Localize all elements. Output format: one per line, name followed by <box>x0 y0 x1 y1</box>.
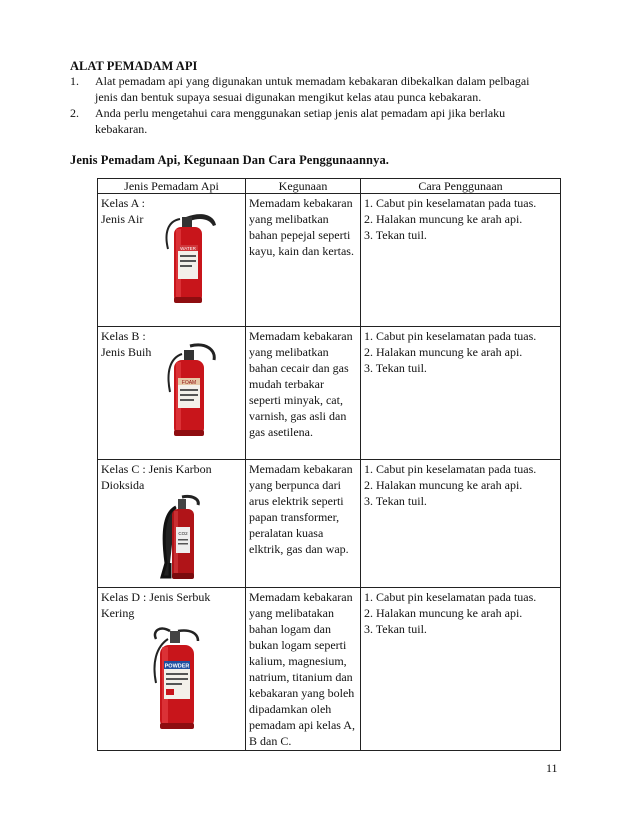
list-item-number: 1. <box>70 74 79 88</box>
step-item: 1. Cabut pin keselamatan pada tuas. <box>364 590 537 604</box>
step-item: 1. Cabut pin keselamatan pada tuas. <box>364 196 537 210</box>
powder-extinguisher-icon <box>142 623 212 733</box>
extinguisher-label: FOAM <box>181 380 196 386</box>
table-row <box>98 460 561 588</box>
steps-cell <box>361 460 561 588</box>
step-item: 2. Halakan muncung ke arah api. <box>364 345 523 359</box>
usage-cell: Memadam kebakaran yang melibatakan bahan logam dan bukan logam seperti kalium, magnesium, natrium, titanium dan kebakaran yang boleh dipadamkan oleh pemadam api kelas A, B dan C. <box>246 588 361 751</box>
step-item: 2. Halakan muncung ke arah api. <box>364 212 523 226</box>
usage-cell: Memadam kebakaran yang berpunca dari arus elektrik seperti papan transformer, peralatan kuasa elktrik, gas dan wap. <box>246 460 361 588</box>
step-item: 1. Cabut pin keselamatan pada tuas. <box>364 329 537 343</box>
list-item-text: Alat pemadam api yang digunakan untuk memadam kebakaran dibekalkan dalam pelbagai jenis dan bentuk supaya sesuai digunakan mengikut kelas atau punca kebakaran. <box>95 74 530 104</box>
table-row <box>98 588 561 751</box>
usage-cell: Memadam kebakaran yang melibatkan bahan cecair dan gas mudah terbakar seperti minyak, cat, varnish, gas asli dan gas asetilena. <box>246 327 361 460</box>
type-cell <box>98 327 246 460</box>
co2-extinguisher-icon <box>152 493 212 583</box>
table-title: Jenis Pemadam Api, Kegunaan Dan Cara Penggunaannya. <box>70 153 390 167</box>
type-cell <box>98 460 246 588</box>
type-text: Kelas A : Jenis Air <box>101 196 145 226</box>
step-item: 3. Tekan tuil. <box>364 361 427 375</box>
header-type: Jenis Pemadam Api <box>98 179 246 194</box>
extinguisher-label: POWDER <box>164 663 189 670</box>
water-extinguisher-icon <box>152 209 222 307</box>
list-item-text: Anda perlu mengetahui cara menggunakan setiap jenis alat pemadam api jika berlaku kebakaran. <box>95 106 506 136</box>
type-text: Kelas B : Jenis Buih <box>101 329 152 359</box>
usage-cell: Memadam kebakaran yang melibatkan bahan pepejal seperti kayu, kain dan kertas. <box>246 194 361 327</box>
steps-cell <box>361 588 561 751</box>
steps-cell <box>361 194 561 327</box>
foam-extinguisher-icon <box>152 342 222 440</box>
step-item: 3. Tekan tuil. <box>364 622 427 636</box>
list-item <box>70 73 540 105</box>
table-row <box>98 194 561 327</box>
steps-cell <box>361 327 561 460</box>
page-heading: ALAT PEMADAM API <box>70 59 198 73</box>
table-row <box>98 327 561 460</box>
step-item: 2. Halakan muncung ke arah api. <box>364 606 523 620</box>
page-number: 11 <box>546 761 558 775</box>
extinguisher-label: CO2 <box>177 531 188 536</box>
type-text: Kelas C : Jenis Karbon Dioksida <box>101 462 212 492</box>
table-header-row <box>98 179 561 194</box>
type-text: Kelas D : Jenis Serbuk Kering <box>101 590 211 620</box>
type-cell <box>98 194 246 327</box>
list-item-number: 2. <box>70 106 79 120</box>
header-usage: Kegunaan <box>246 179 361 194</box>
step-item: 3. Tekan tuil. <box>364 228 427 242</box>
step-item: 1. Cabut pin keselamatan pada tuas. <box>364 462 537 476</box>
header-method: Cara Penggunaan <box>361 179 561 194</box>
list-item <box>70 105 540 137</box>
extinguisher-label: WATER <box>179 246 196 251</box>
type-cell <box>98 588 246 751</box>
step-item: 2. Halakan muncung ke arah api. <box>364 478 523 492</box>
intro-list <box>70 73 540 137</box>
extinguisher-table <box>97 178 561 751</box>
step-item: 3. Tekan tuil. <box>364 494 427 508</box>
